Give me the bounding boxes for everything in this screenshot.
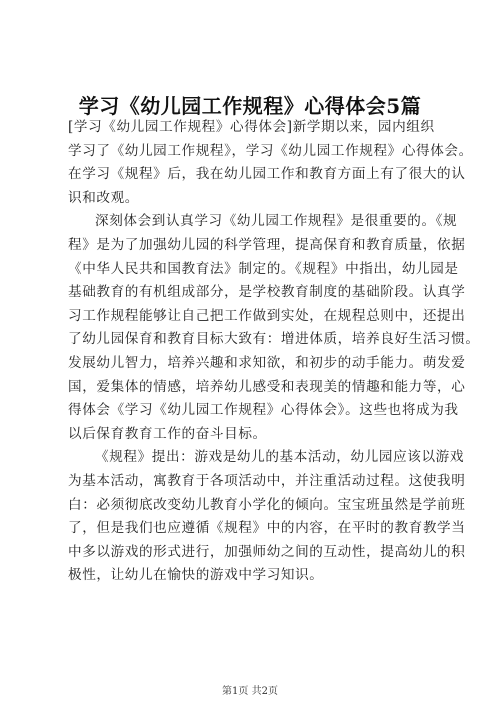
paragraph-line: 习工作规程能够让自己把工作做到实处，在规程总则中，还提出 — [68, 307, 466, 324]
paragraph-line: 识和改观。 — [68, 189, 139, 206]
page-footer: 第1页 共2页 — [222, 686, 278, 697]
paragraph-line: 学习了《幼儿园工作规程》，学习《幼儿园工作规程》心得体会。 — [68, 142, 473, 159]
paragraph-line: 白：必须彻底改变幼儿教育小学化的倾向。宝宝班虽然是学前班 — [68, 496, 466, 513]
paragraph-line: 基础教育的有机组成部分，是学校教育制度的基础阶段。认真学 — [68, 284, 466, 301]
document-title: 学习《幼儿园工作规程》心得体会5篇 — [78, 94, 422, 118]
document-body — [68, 116, 480, 588]
paragraph-line: 了，但是我们也应遵循《规程》中的内容，在平时的教育教学当 — [68, 520, 466, 537]
paragraph-line: 《中华人民共和国教育法》制定的。《规程》中指出，幼儿园是 — [68, 260, 459, 277]
paragraph-line: 了幼儿园保育和教育目标大致有：增进体质，培养良好生活习惯。 — [68, 331, 480, 348]
paragraph-line: 国，爱集体的情感，培养幼儿感受和表现美的情趣和能力等，心 — [68, 378, 466, 395]
paragraph-line: 程》是为了加强幼儿园的科学管理，提高保育和教育质量，依据 — [68, 236, 466, 253]
paragraph-line: 《规程》提出：游戏是幼儿的基本活动，幼儿园应该以游戏 — [95, 449, 465, 466]
paragraph-line: [学习《幼儿园工作规程》心得体会]新学期以来，园内组织 — [68, 119, 435, 135]
paragraph-line: 在学习《规程》后，我在幼儿园工作和教育方面上有了很大的认 — [68, 166, 466, 183]
paragraph-line: 中多以游戏的形式进行，加强师幼之间的互动性，提高幼儿的积 — [68, 543, 466, 560]
paragraph-line: 深刻体会到认真学习《幼儿园工作规程》是很重要的。《规 — [95, 213, 458, 230]
paragraph-line: 得体会《学习《幼儿园工作规程》心得体会》。这些也将成为我 — [68, 402, 459, 419]
paragraph-line: 极性，让幼儿在愉快的游戏中学习知识。 — [68, 567, 324, 584]
paragraph-line: 以后保育教育工作的奋斗目标。 — [68, 425, 267, 442]
paragraph-line: 发展幼儿智力，培养兴趣和求知欲，和初步的动手能力。萌发爱 — [68, 354, 466, 371]
paragraph-line: 为基本活动，寓教育于各项活动中，并注重活动过程。这使我明 — [68, 472, 466, 489]
